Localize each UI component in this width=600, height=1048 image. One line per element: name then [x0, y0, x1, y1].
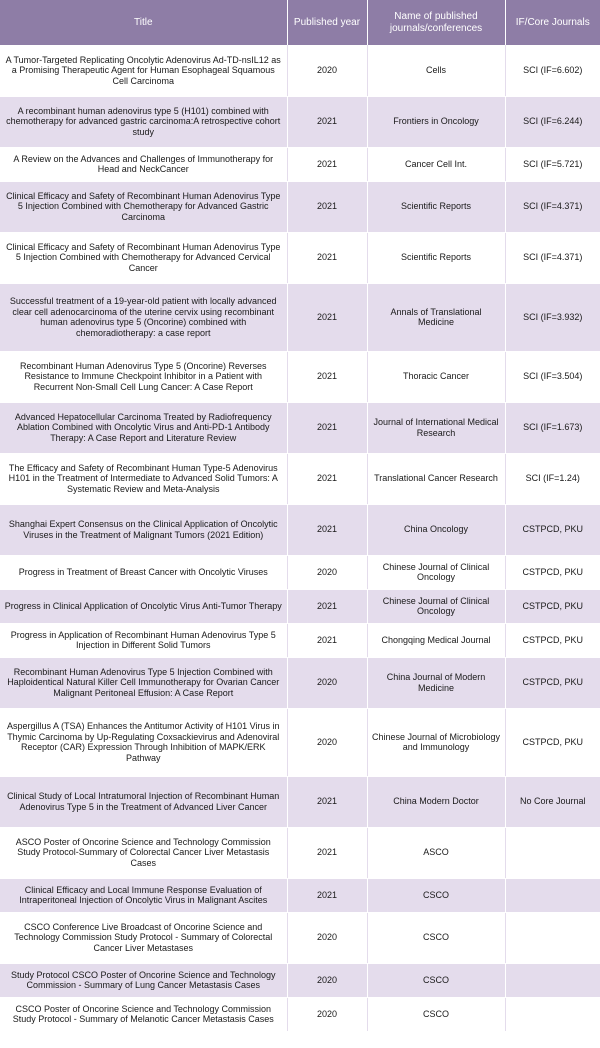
cell-title: Progress in Treatment of Breast Cancer with Oncolytic Viruses — [0, 555, 287, 589]
cell-journal: Chongqing Medical Journal — [367, 623, 505, 657]
cell-impact: SCI (IF=6.602) — [505, 45, 600, 96]
cell-journal: CSCO — [367, 912, 505, 963]
cell-journal: Chinese Journal of Microbiology and Immunology — [367, 708, 505, 776]
table-row — [0, 708, 600, 776]
cell-journal: Journal of International Medical Research — [367, 402, 505, 453]
cell-title: ASCO Poster of Oncorine Science and Technology Commission Study Protocol-Summary of Colorectal Cancer Liver Metastasis Cases — [0, 827, 287, 878]
cell-year: 2021 — [287, 589, 367, 623]
cell-year: 2020 — [287, 708, 367, 776]
cell-journal: China Journal of Modern Medicine — [367, 657, 505, 708]
cell-journal: Frontiers in Oncology — [367, 96, 505, 147]
table-row — [0, 283, 600, 351]
cell-impact: SCI (IF=4.371) — [505, 181, 600, 232]
cell-title: Progress in Application of Recombinant Human Adenovirus Type 5 Injection in Different Solid Tumors — [0, 623, 287, 657]
cell-title: Recombinant Human Adenovirus Type 5 Injection Combined with Haploidentical Natural Killer Cell Immunotherapy for Ovarian Cancer Malignant Peritoneal Effusion: A Case Report — [0, 657, 287, 708]
cell-title: Clinical Study of Local Intratumoral Injection of Recombinant Human Adenovirus Type 5 in the Treatment of Advanced Liver Cancer — [0, 776, 287, 827]
cell-title: Clinical Efficacy and Safety of Recombinant Human Adenovirus Type 5 Injection Combined with Chemotherapy for Advanced Gastric Carcinoma — [0, 181, 287, 232]
cell-title: Shanghai Expert Consensus on the Clinical Application of Oncolytic Viruses in the Treatment of Malignant Tumors (2021 Edition) — [0, 504, 287, 555]
cell-journal: Translational Cancer Research — [367, 453, 505, 504]
cell-impact: CSTPCD, PKU — [505, 708, 600, 776]
cell-impact: SCI (IF=5.721) — [505, 147, 600, 181]
cell-journal: Scientific Reports — [367, 232, 505, 283]
table-row — [0, 912, 600, 963]
header-year: Published year — [287, 0, 367, 45]
cell-title: The Efficacy and Safety of Recombinant Human Type-5 Adenovirus H101 in the Treatment of Intermediate to Advanced Solid Tumors: A Systematic Review and Meta-Analysis — [0, 453, 287, 504]
cell-impact: CSTPCD, PKU — [505, 504, 600, 555]
cell-year: 2020 — [287, 657, 367, 708]
cell-year: 2021 — [287, 283, 367, 351]
cell-year: 2020 — [287, 912, 367, 963]
cell-year: 2020 — [287, 963, 367, 997]
cell-year: 2020 — [287, 997, 367, 1031]
cell-impact: CSTPCD, PKU — [505, 589, 600, 623]
cell-impact — [505, 827, 600, 878]
cell-impact — [505, 997, 600, 1031]
table-row — [0, 504, 600, 555]
cell-impact: SCI (IF=4.371) — [505, 232, 600, 283]
cell-journal: Thoracic Cancer — [367, 351, 505, 402]
cell-impact: SCI (IF=6.244) — [505, 96, 600, 147]
cell-impact: CSTPCD, PKU — [505, 657, 600, 708]
cell-impact: CSTPCD, PKU — [505, 555, 600, 589]
cell-journal: CSCO — [367, 997, 505, 1031]
cell-title: CSCO Poster of Oncorine Science and Technology Commission Study Protocol - Summary of Melanotic Cancer Metastasis Cases — [0, 997, 287, 1031]
cell-journal: China Oncology — [367, 504, 505, 555]
cell-year: 2021 — [287, 181, 367, 232]
cell-year: 2021 — [287, 504, 367, 555]
table-row — [0, 589, 600, 623]
cell-impact — [505, 963, 600, 997]
table-row — [0, 878, 600, 912]
cell-title: Progress in Clinical Application of Oncolytic Virus Anti-Tumor Therapy — [0, 589, 287, 623]
cell-journal: Cells — [367, 45, 505, 96]
cell-year: 2021 — [287, 776, 367, 827]
cell-title: Aspergillus A (TSA) Enhances the Antitumor Activity of H101 Virus in Thymic Carcinoma by Up-Regulating Coxsackievirus and Adenoviral Receptor (CAR) Expression Through Inhibition of MAPK/ERK Pathway — [0, 708, 287, 776]
header-journal: Name of published journals/conferences — [367, 0, 505, 45]
cell-title: Recombinant Human Adenovirus Type 5 (Oncorine) Reverses Resistance to Immune Checkpoint Inhibitor in a Patient with Recurrent Non-Small Cell Lung Cancer: A Case Report — [0, 351, 287, 402]
cell-impact: SCI (IF=3.504) — [505, 351, 600, 402]
cell-year: 2021 — [287, 878, 367, 912]
cell-journal: CSCO — [367, 963, 505, 997]
table-row — [0, 402, 600, 453]
cell-title: Advanced Hepatocellular Carcinoma Treated by Radiofrequency Ablation Combined with Oncolytic Virus and Anti-PD-1 Antibody Therapy: A Case Report and Literature Review — [0, 402, 287, 453]
cell-journal: Scientific Reports — [367, 181, 505, 232]
cell-year: 2021 — [287, 147, 367, 181]
cell-impact — [505, 912, 600, 963]
cell-journal: Chinese Journal of Clinical Oncology — [367, 555, 505, 589]
table-body — [0, 45, 600, 1031]
table-row — [0, 555, 600, 589]
table-row — [0, 147, 600, 181]
table-row — [0, 181, 600, 232]
cell-impact: SCI (IF=3.932) — [505, 283, 600, 351]
table-row — [0, 827, 600, 878]
cell-title: Study Protocol CSCO Poster of Oncorine Science and Technology Commission - Summary of Lung Cancer Metastasis Cases — [0, 963, 287, 997]
cell-title: Clinical Efficacy and Local Immune Response Evaluation of Intraperitoneal Injection of Oncolytic Virus in Malignant Ascites — [0, 878, 287, 912]
table-row — [0, 776, 600, 827]
cell-title: Clinical Efficacy and Safety of Recombinant Human Adenovirus Type 5 Injection Combined with Chemotherapy for Advanced Cervical Cancer — [0, 232, 287, 283]
cell-year: 2021 — [287, 623, 367, 657]
cell-journal: China Modern Doctor — [367, 776, 505, 827]
cell-journal: Cancer Cell Int. — [367, 147, 505, 181]
table-row — [0, 453, 600, 504]
cell-journal: ASCO — [367, 827, 505, 878]
cell-impact: SCI (IF=1.673) — [505, 402, 600, 453]
cell-journal: Annals of Translational Medicine — [367, 283, 505, 351]
cell-journal: Chinese Journal of Clinical Oncology — [367, 589, 505, 623]
cell-year: 2021 — [287, 232, 367, 283]
cell-year: 2021 — [287, 351, 367, 402]
cell-title: A Tumor-Targeted Replicating Oncolytic Adenovirus Ad-TD-nsIL12 as a Promising Therapeutic Agent for Human Esophageal Squamous Cell Carcinoma — [0, 45, 287, 96]
cell-year: 2020 — [287, 45, 367, 96]
table-row — [0, 623, 600, 657]
cell-title: A Review on the Advances and Challenges of Immunotherapy for Head and NeckCancer — [0, 147, 287, 181]
cell-title: Successful treatment of a 19-year-old patient with locally advanced clear cell adenocarcinoma of the uterine cervix using recombinant human adenovirus type 5 (Oncorine) combined with chemoradiotherapy: a case report — [0, 283, 287, 351]
cell-title: CSCO Conference Live Broadcast of Oncorine Science and Technology Commission Study Protocol - Summary of Colorectal Cancer Liver Metastases — [0, 912, 287, 963]
cell-year: 2021 — [287, 453, 367, 504]
cell-impact — [505, 878, 600, 912]
header-title: Title — [0, 0, 287, 45]
cell-year: 2021 — [287, 827, 367, 878]
table-row — [0, 997, 600, 1031]
cell-impact: SCI (IF=1.24) — [505, 453, 600, 504]
table-row — [0, 351, 600, 402]
cell-title: A recombinant human adenovirus type 5 (H101) combined with chemotherapy for advanced gastric carcinoma:A retrospective cohort study — [0, 96, 287, 147]
table-row — [0, 45, 600, 96]
table-row — [0, 657, 600, 708]
cell-journal: CSCO — [367, 878, 505, 912]
cell-year: 2021 — [287, 96, 367, 147]
cell-year: 2020 — [287, 555, 367, 589]
table-row — [0, 96, 600, 147]
cell-impact: No Core Journal — [505, 776, 600, 827]
header-impact: IF/Core Journals — [505, 0, 600, 45]
cell-impact: CSTPCD, PKU — [505, 623, 600, 657]
table-row — [0, 232, 600, 283]
cell-year: 2021 — [287, 402, 367, 453]
header-row — [0, 0, 600, 45]
table-row — [0, 963, 600, 997]
